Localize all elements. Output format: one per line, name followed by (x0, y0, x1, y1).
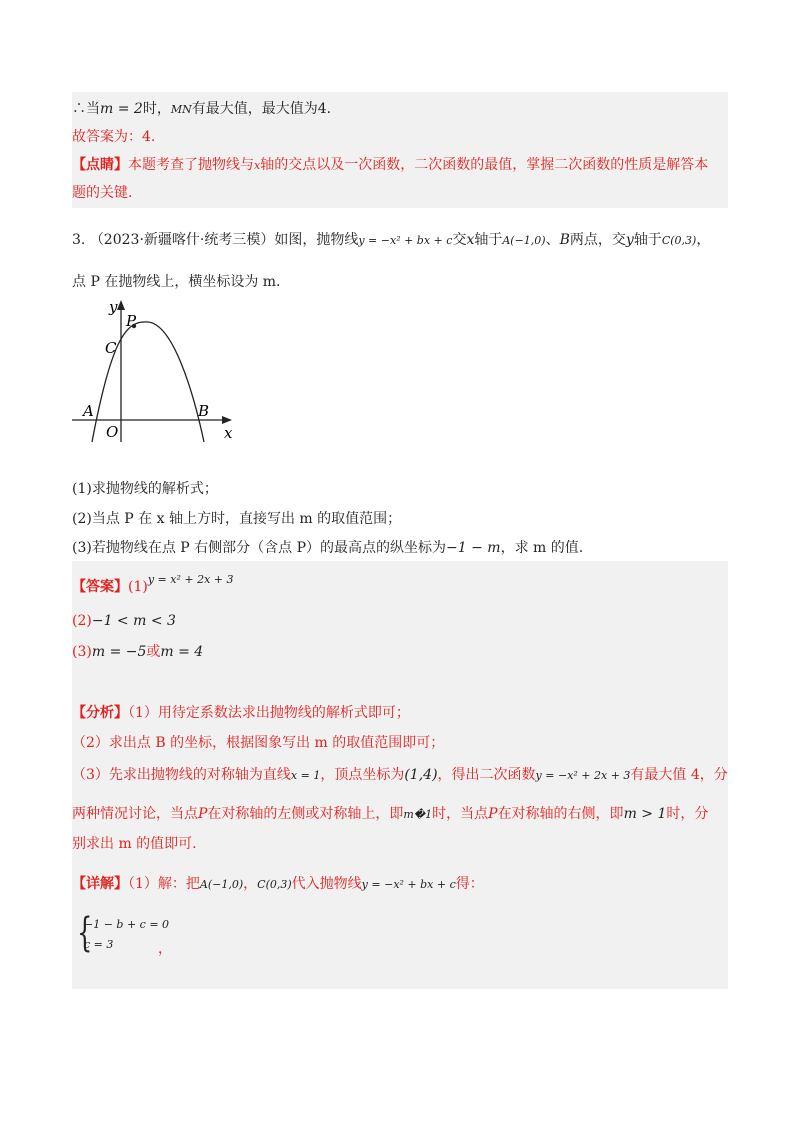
system-eq-2: c = 3 (84, 938, 114, 951)
question-3: (3)若抛物线在点 P 右侧部分（含点 P）的最高点的纵坐标为−1 − m，求 m 的值. (72, 540, 584, 556)
label-p: P (126, 312, 137, 330)
label-a: A (83, 402, 94, 420)
system-end: ， (158, 941, 172, 957)
answer-3: (3)m = −5或m = 4 (72, 644, 204, 660)
analysis-4: 两种情况讨论，当点P在对称轴的左侧或对称轴上，即m�1时，当点P在对称轴的右侧，即m > 1时，分 (72, 806, 709, 822)
label-y: y (109, 298, 118, 316)
problem-statement-2: 点 P 在抛物线上，横坐标设为 m. (72, 274, 281, 290)
label-c: C (105, 339, 117, 357)
analysis-2: （2）求出点 B 的坐标，根据图象写出 m 的取值范围即可； (72, 735, 445, 751)
y-axis-arrow (117, 300, 125, 310)
analysis-1: 【分析】（1）用待定系数法求出抛物线的解析式即可； (72, 705, 410, 721)
analysis-5: 别求出 m 的值即可. (72, 836, 197, 852)
parabola-figure (72, 296, 242, 446)
x-axis-arrow (222, 416, 232, 424)
comment-line: 【点睛】本题考查了抛物线与x轴的交点以及一次函数，二次函数的最值，掌握二次函数的性质是解答本 (72, 157, 709, 173)
problem-statement: 3. （2023·新疆喀什·统考三模）如图，抛物线y = −x² + bx + c交x轴于A(−1,0)、B两点，交y轴于C(0,3)， (72, 232, 711, 248)
equation-system (72, 910, 272, 960)
answer-block (72, 561, 728, 989)
system-eq-1: −1 − b + c = 0 (84, 918, 170, 931)
question-2: (2)当点 P 在 x 轴上方时，直接写出 m 的取值范围； (72, 511, 402, 527)
answer-line: 故答案为：4. (72, 129, 156, 145)
question-1: (1)求抛物线的解析式； (72, 481, 218, 497)
label-o: O (106, 423, 119, 441)
conclusion-line: ∴当m = 2时，MN有最大值，最大值为4. (72, 101, 332, 117)
comment-line-2: 题的关键. (72, 185, 133, 201)
solution-tail-block (72, 92, 728, 208)
answer-1: 【答案】$(1)^{y = x^2 + 2x + 3}$ (72, 573, 234, 595)
label-b: B (198, 402, 210, 420)
system-brace: { (77, 910, 93, 956)
answer-2: (2)−1 < m < 3 (72, 613, 176, 629)
label-x: x (224, 424, 233, 442)
analysis-3: （3）先求出抛物线的对称轴为直线x = 1，顶点坐标为(1,4)，得出二次函数y = −x² + 2x + 3有最大值 4，分 (72, 767, 728, 783)
detail-1: 【详解】（1）解：把A(−1,0)，C(0,3)代入抛物线y = −x² + bx + c得： (72, 876, 484, 892)
